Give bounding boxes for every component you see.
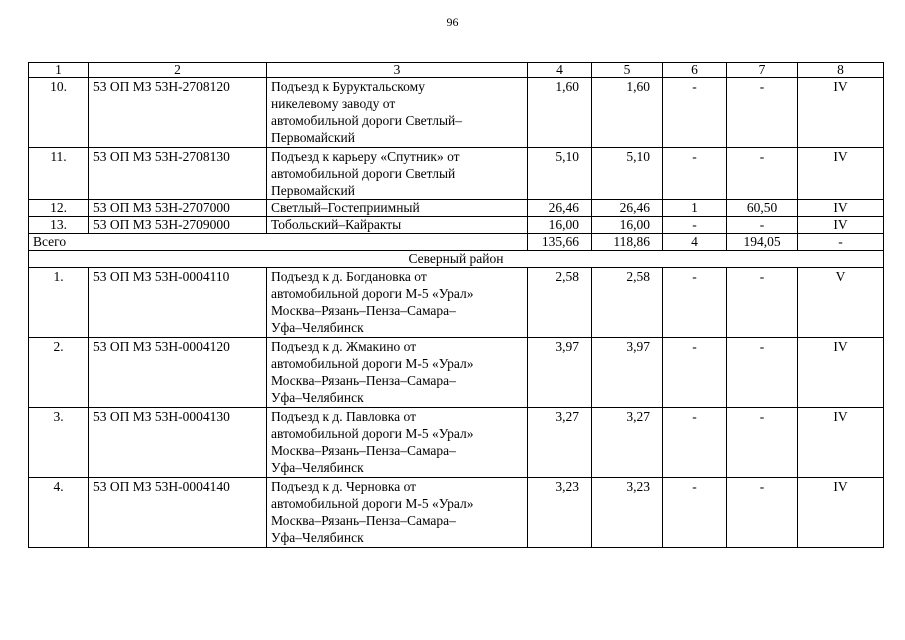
value-col5: 3,97 — [592, 338, 663, 408]
header-cell: 2 — [89, 63, 267, 78]
row-number: 10. — [29, 78, 89, 148]
road-name-line: Уфа–Челябинск — [271, 390, 364, 405]
road-name-line: Уфа–Челябинск — [271, 530, 364, 545]
road-name-line: никелевому заводу от — [271, 96, 396, 111]
table-row — [29, 78, 884, 148]
value-col5: 3,23 — [592, 478, 663, 548]
table-row — [29, 338, 884, 408]
road-code: 53 ОП МЗ 53Н-2707000 — [89, 200, 267, 217]
section-row — [29, 251, 884, 268]
row-number: 13. — [29, 217, 89, 234]
value-col6: - — [663, 148, 727, 200]
section-title: Северный район — [29, 251, 884, 268]
value-col5: 26,46 — [592, 200, 663, 217]
road-name-line: Москва–Рязань–Пенза–Самара– — [271, 303, 456, 318]
value-col4: 26,46 — [528, 200, 592, 217]
road-name-line: автомобильной дороги М-5 «Урал» — [271, 286, 474, 301]
value-col4: 2,58 — [528, 268, 592, 338]
road-name-line: Подъезд к д. Черновка от — [271, 479, 417, 494]
value-col8: IV — [798, 408, 884, 478]
header-cell: 1 — [29, 63, 89, 78]
road-code: 53 ОП МЗ 53Н-0004110 — [89, 268, 267, 338]
value-col8: IV — [798, 78, 884, 148]
header-cell: 8 — [798, 63, 884, 78]
total-col5: 118,86 — [592, 234, 663, 251]
header-cell: 3 — [267, 63, 528, 78]
value-col4: 5,10 — [528, 148, 592, 200]
road-name-line: Подъезд к д. Павловка от — [271, 409, 416, 424]
header-row — [29, 63, 884, 78]
total-col7: 194,05 — [727, 234, 798, 251]
value-col6: - — [663, 268, 727, 338]
road-name: Тобольский–Кайракты — [267, 217, 528, 234]
road-name-line: Москва–Рязань–Пенза–Самара– — [271, 513, 456, 528]
value-col8: IV — [798, 217, 884, 234]
value-col6: - — [663, 478, 727, 548]
road-code: 53 ОП МЗ 53Н-0004130 — [89, 408, 267, 478]
road-name — [267, 478, 528, 548]
road-code: 53 ОП МЗ 53Н-2709000 — [89, 217, 267, 234]
value-col7: - — [727, 217, 798, 234]
value-col5: 3,27 — [592, 408, 663, 478]
road-code: 53 ОП МЗ 53Н-0004120 — [89, 338, 267, 408]
value-col7: - — [727, 268, 798, 338]
road-name-line: Уфа–Челябинск — [271, 320, 364, 335]
value-col5: 5,10 — [592, 148, 663, 200]
row-number: 2. — [29, 338, 89, 408]
road-name — [267, 268, 528, 338]
road-name-line: автомобильной дороги Светлый — [271, 166, 456, 181]
value-col7: - — [727, 478, 798, 548]
value-col6: - — [663, 408, 727, 478]
value-col8: IV — [798, 200, 884, 217]
road-name-line: Первомайский — [271, 130, 355, 145]
row-number: 12. — [29, 200, 89, 217]
header-cell: 5 — [592, 63, 663, 78]
road-name-line: Уфа–Челябинск — [271, 460, 364, 475]
road-name-line: Подъезд к д. Богдановка от — [271, 269, 427, 284]
total-row — [29, 234, 884, 251]
road-name — [267, 338, 528, 408]
table-row — [29, 217, 884, 234]
value-col4: 3,23 — [528, 478, 592, 548]
value-col7: - — [727, 148, 798, 200]
value-col5: 1,60 — [592, 78, 663, 148]
road-name-line: Москва–Рязань–Пенза–Самара– — [271, 373, 456, 388]
value-col6: - — [663, 78, 727, 148]
value-col4: 3,27 — [528, 408, 592, 478]
page-number: 96 — [446, 15, 459, 29]
road-name — [267, 78, 528, 148]
value-col4: 16,00 — [528, 217, 592, 234]
total-label: Всего — [29, 234, 528, 251]
road-name-line: автомобильной дороги Светлый– — [271, 113, 462, 128]
value-col8: V — [798, 268, 884, 338]
row-number: 3. — [29, 408, 89, 478]
road-name-line: Подъезд к карьеру «Спутник» от — [271, 149, 460, 164]
value-col8: IV — [798, 478, 884, 548]
total-col4: 135,66 — [528, 234, 592, 251]
value-col7: 60,50 — [727, 200, 798, 217]
road-name-line: автомобильной дороги М-5 «Урал» — [271, 426, 474, 441]
road-name-line: Подъезд к Буруктальскому — [271, 79, 425, 94]
road-name-line: автомобильной дороги М-5 «Урал» — [271, 356, 474, 371]
road-name-line: автомобильной дороги М-5 «Урал» — [271, 496, 474, 511]
value-col6: - — [663, 217, 727, 234]
row-number: 1. — [29, 268, 89, 338]
header-cell: 6 — [663, 63, 727, 78]
value-col4: 3,97 — [528, 338, 592, 408]
value-col4: 1,60 — [528, 78, 592, 148]
value-col8: IV — [798, 148, 884, 200]
road-name — [267, 148, 528, 200]
road-name-line: Москва–Рязань–Пенза–Самара– — [271, 443, 456, 458]
table-row — [29, 408, 884, 478]
road-name-line: Первомайский — [271, 183, 355, 198]
roads-table — [28, 62, 884, 548]
value-col5: 2,58 — [592, 268, 663, 338]
table-row — [29, 478, 884, 548]
row-number: 11. — [29, 148, 89, 200]
header-cell: 7 — [727, 63, 798, 78]
total-col6: 4 — [663, 234, 727, 251]
row-number: 4. — [29, 478, 89, 548]
value-col7: - — [727, 408, 798, 478]
road-name-line: Подъезд к д. Жмакино от — [271, 339, 417, 354]
road-name: Светлый–Гостеприимный — [267, 200, 528, 217]
table-row — [29, 148, 884, 200]
total-col8: - — [798, 234, 884, 251]
road-code: 53 ОП МЗ 53Н-2708120 — [89, 78, 267, 148]
value-col8: IV — [798, 338, 884, 408]
table-row — [29, 200, 884, 217]
value-col7: - — [727, 338, 798, 408]
value-col6: - — [663, 338, 727, 408]
road-code: 53 ОП МЗ 53Н-0004140 — [89, 478, 267, 548]
value-col7: - — [727, 78, 798, 148]
value-col5: 16,00 — [592, 217, 663, 234]
value-col6: 1 — [663, 200, 727, 217]
header-cell: 4 — [528, 63, 592, 78]
road-code: 53 ОП МЗ 53Н-2708130 — [89, 148, 267, 200]
table-row — [29, 268, 884, 338]
road-name — [267, 408, 528, 478]
